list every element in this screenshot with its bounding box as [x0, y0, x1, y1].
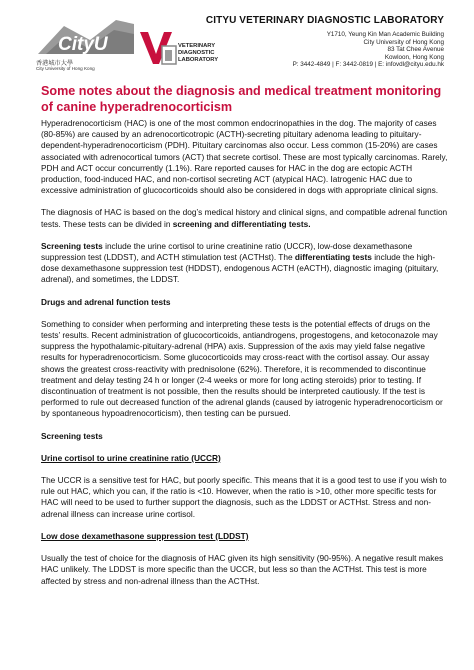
letterhead [0, 0, 474, 82]
address-line: City University of Hong Kong [363, 38, 444, 46]
cityu-name-english: City University of Hong Kong [36, 66, 95, 71]
diagnosis-text: The diagnosis of HAC is based on the dog’s medical history and clinical signs, and compatible adrenal function tests. These tests can be divided in [41, 207, 448, 229]
subheading-uccr: Urine cortisol to urine creatinine ratio (UCCR) [41, 452, 221, 463]
section-heading-drugs: Drugs and adrenal function tests [41, 296, 171, 307]
vdl-line-diagnostic: DIAGNOSTIC [178, 49, 215, 56]
vdl-logo-text [178, 43, 218, 63]
differentiating-tests-term: differentiating tests [294, 252, 372, 263]
drugs-paragraph: Something to consider when performing and interpreting these tests is the potential effects of drugs on the tests’ results. Recent administration of glucocorticoids, antiandrogens, progestogens, and ketoconazole may suppress the hypothalamic-pituitary-adrenal (HPA) axis. Suppression of the axis may yield false negative results for hyperadrenocorticism. Some glucocorticoids may cross-react with the cortisol assay. Our assay shows the greatest cross-reactivity with prednisolone (62%). Therefore, it is recommended to discontinue treatment and delay testing 24 h or longer (2-4 weeks or more for long acting steroids) prior to testing. If discontinuation of treatment is not possible, then the results should be interpreted cautiously. If the test is performed to rule out decreased function of the adrenal glands (caused by iatrogenic hyperadrenocorticism or by spontaneous hypoadrenocorticism), then testing can be pursued. [41, 318, 443, 419]
screening-tests-text: include the urine cortisol to urine creatinine ratio (UCCR), low-dose dexamethasone suppression test (LDDST), and ACTH stimulation test (ACTHst). The [41, 240, 413, 263]
subheading-lddst: Low dose dexamethasone suppression test (LDDST) [41, 530, 249, 541]
diagnosis-emphasis: screening and differentiating tests. [172, 218, 311, 229]
diagnosis-paragraph [41, 207, 449, 229]
lab-address [293, 31, 444, 69]
document-title: Some notes about the diagnosis and medical treatment monitoring of canine hyperadrenocorticism [41, 84, 442, 114]
document-body [41, 118, 449, 592]
tests-paragraph [41, 241, 449, 286]
section-heading-screening: Screening tests [41, 430, 103, 441]
address-line: Y1710, Yeung Kin Man Academic Building [326, 31, 444, 38]
cityu-name-chinese: 香港城市大學 [36, 60, 74, 67]
differentiating-tests-text: include the high-dose dexamethasone suppression test (HDDST), endogenous ACTH (eACTH), diagnostic imaging (pituitary, adrenal), and sometimes, the LDDST. [41, 252, 439, 285]
lddst-paragraph: Usually the test of choice for the diagnosis of HAC given its high sensitivity (90-95%). A negative result makes HAC unlikely. The LDDST is more specific than the UCCR, but less so than the ACTHst. This test is more affected by stress and non-adrenal illness than the ACTHst. [41, 553, 444, 586]
address-line: Kowloon, Hong Kong [384, 53, 444, 61]
intro-paragraph: Hyperadrenocorticism (HAC) is one of the most common endocrinopathies in the dog. The majority of cases (80-85%) are caused by an adrenocorticotropic (ACTH)-secreting pituitary adenoma leading to pituitary-dependent-hyperadrenocorticism (PDH). Pituitary carcinomas also occur. Less common (15-20%) are cases associated with adrenocortical tumors (ACT) that secrete cortisol. These are most typically carcinomas. Rarely, PDH and ACT occur concurrently (1.1%). Rare reported causes for HAC in the dog are ectopic ACTH production, food-induced HAC, and non-cortisol secreting ACT (atypical HAC). Iatrogenic HAC due to excessive administration of glucocorticoids should also be considered in dogs with appropriate clinical signs. [41, 118, 448, 196]
vdl-logo [138, 28, 178, 68]
contact-line: P: 3442-4849 | F: 3442-0819 | E: infovdl@cityu.edu.hk [292, 61, 444, 69]
vdl-line-laboratory: LABORATORY [178, 56, 219, 63]
address-line: 83 Tat Chee Avenue [387, 46, 444, 54]
vdl-line-veterinary: VETERINARY [178, 43, 216, 49]
lab-title: CITYU VETERINARY DIAGNOSTIC LABORATORY [205, 15, 444, 26]
cityu-wordmark: CityU [58, 34, 108, 55]
uccr-paragraph: The UCCR is a sensitive test for HAC, but poorly specific. This means that it is a good test to use if you wish to rule out HAC, which you can, if the ratio is <10. However, when the ratio is >10, other more specific tests for HAC will need to be used to further support the diagnosis, such as the LDDST or ACTHst. Stress and non-adrenal illness can increase urine cortisol. [41, 475, 447, 519]
screening-tests-term: Screening tests [41, 240, 103, 251]
